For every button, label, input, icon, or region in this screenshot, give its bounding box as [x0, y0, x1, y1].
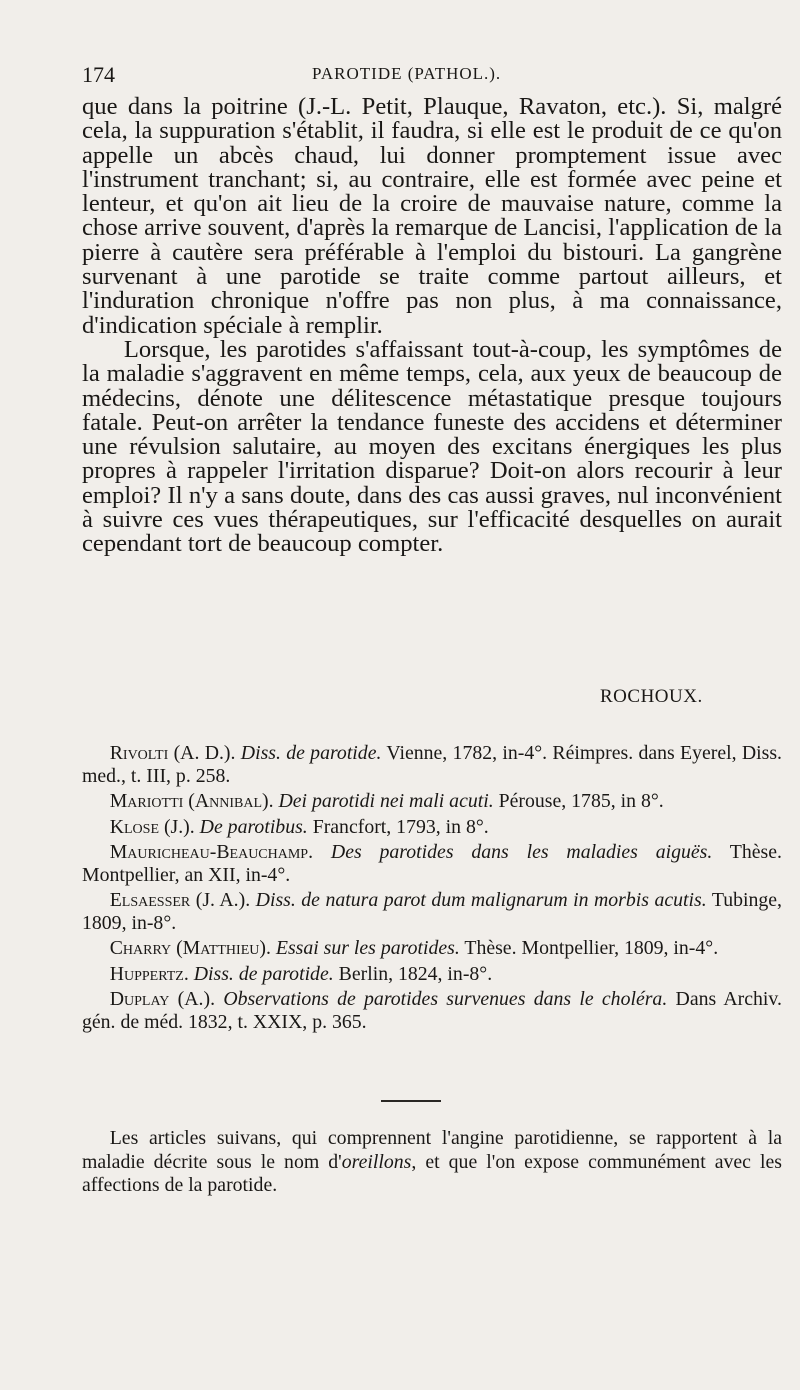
paragraph-1: que dans la poitrine (J.-L. Petit, Plauque, Ravaton, etc.). Si, malgré cela, la suppuration s'établit, il faudra, si elle est le produit de ce qu'on appelle un abcès chaud, lui donner promptement issue avec l'instrument tranchant; si, au contraire, elle est formée avec peine et lenteur, et qu'on ait lieu de la croire de mauvaise nature, comme la chose arrive souvent, d'après la remarque de Lancisi, l'application de la pierre à cautère sera préférable à l'emploi du bistouri. La gangrène survenant à une parotide se traite comme partout ailleurs, et l'induration chronique n'offre pas non plus, à ma connaissance, d'indication spéciale à remplir.	[82, 93, 782, 339]
main-text	[82, 95, 782, 557]
entry-details: Tubinge, 1809, in-8°.	[82, 889, 782, 934]
closing-paragraph	[82, 1127, 782, 1198]
closing-text-end: , et que l'on expose communément avec les affections de la parotide.	[82, 1150, 782, 1196]
entry-title: Diss. de parotide.	[193, 962, 334, 985]
author-signature: ROCHOUX.	[600, 686, 703, 707]
entry-details: Berlin, 1824, in-8°.	[338, 962, 493, 985]
closing-note	[82, 1127, 782, 1198]
page-number: 174	[82, 62, 115, 87]
entry-title: Des parotides dans les maladies aiguës.	[330, 841, 713, 863]
entry-author: Rivolti (A. D.).	[109, 742, 236, 764]
closing-text-start: Les articles suivans, qui comprennent l'angine parotidienne, se rapportent à la maladie décrite sous le nom d'	[82, 1127, 782, 1173]
entry-author: Klose (J.).	[109, 815, 195, 838]
bibliography-entry	[82, 841, 782, 886]
bibliography-entry	[82, 889, 782, 934]
bibliography-entry	[82, 816, 782, 839]
bibliography	[82, 742, 782, 1036]
entry-details: Thèse. Montpellier, 1809, in-4°.	[464, 937, 719, 959]
closing-text-italic: oreillons	[341, 1150, 412, 1173]
bibliography-entry	[82, 937, 782, 960]
page-header	[82, 62, 782, 96]
entry-details: Dans Archiv. gén. de méd. 1832, t. XXIX, p. 365.	[82, 988, 782, 1033]
section-divider	[381, 1100, 441, 1102]
paragraph-2: Lorsque, les parotides s'affaissant tout-à-coup, les symptômes de la maladie s'aggravent en même temps, cela, aux yeux de beaucoup de médecins, dénote une délitescence métastatique presque toujours fatale. Peut-on arrêter la tendance funeste des accidens et déterminer une révulsion salutaire, au moyen des excitans énergiques les plus propres à rappeler l'irritation disparue? Doit-on alors recourir à leur emploi? Il n'y a sans doute, dans des cas aussi graves, nul inconvénient à suivre ces vues thérapeutiques, sur l'efficacité desquelles on aurait cependant tort de beaucoup compter.	[82, 335, 782, 558]
bibliography-entry	[82, 988, 782, 1033]
entry-title: Diss. de parotide.	[240, 742, 382, 764]
running-head: PAROTIDE (PATHOL.).	[312, 64, 502, 83]
bibliography-entry	[82, 790, 782, 813]
entry-details: Francfort, 1793, in 8°.	[312, 815, 489, 838]
entry-author: Mauricheau-Beauchamp.	[109, 841, 314, 863]
entry-title: Diss. de natura parot dum malignarum in morbis acutis.	[255, 889, 707, 911]
entry-details: Vienne, 1782, in-4°. Réimpres. dans Eyerel, Diss. med., t. III, p. 258.	[82, 742, 782, 787]
entry-author: Charry (Matthieu).	[109, 937, 271, 959]
entry-author: Huppertz.	[109, 962, 189, 985]
entry-author: Mariotti (Annibal).	[109, 790, 274, 812]
entry-author: Duplay (A.).	[109, 988, 216, 1010]
bibliography-entry	[82, 963, 782, 986]
entry-author: Elsaesser (J. A.).	[109, 889, 251, 911]
entry-details: Thèse. Montpellier, an XII, in-4°.	[82, 841, 782, 886]
entry-title: Essai sur les parotides.	[275, 937, 460, 959]
entry-details: Pérouse, 1785, in 8°.	[498, 790, 664, 812]
entry-title: De parotibus.	[199, 815, 308, 838]
bibliography-entry	[82, 742, 782, 787]
entry-title: Observations de parotides survenues dans le choléra.	[223, 988, 668, 1010]
entry-title: Dei parotidi nei mali acuti.	[278, 790, 494, 812]
